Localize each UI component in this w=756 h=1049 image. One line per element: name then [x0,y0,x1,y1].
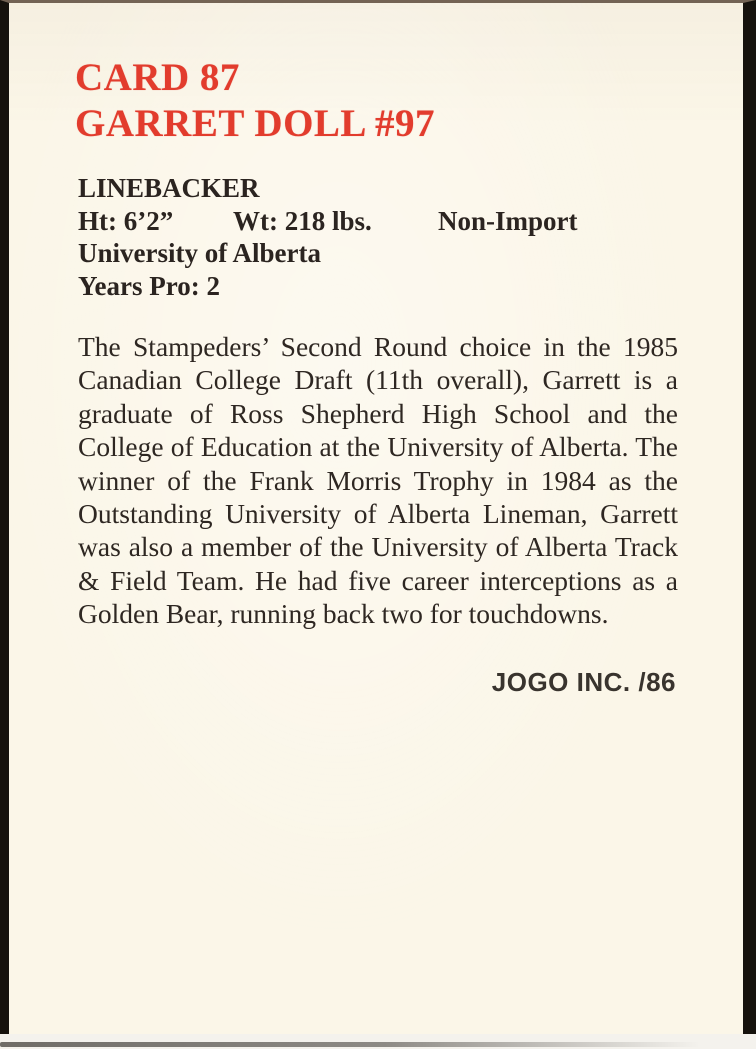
card-edge-shadow [0,1042,700,1047]
player-years-pro: Years Pro: 2 [78,270,220,301]
player-info-block [78,172,688,302]
card-number: CARD 87 [75,56,240,99]
player-weight: Wt: 218 lbs. [233,205,372,236]
player-import-status: Non-Import [438,205,578,236]
publisher-credit: JOGO INC. /86 [491,667,676,697]
player-school: University of Alberta [78,238,321,268]
player-stats-line [78,205,688,238]
card-title-block [75,55,435,147]
player-height: Ht: 6’2” [78,205,174,236]
player-biography: The Stampeders’ Second Round choice in the 1985 Canadian College Draft (11th overall), Garrett is a graduate of Ross Shepherd High School and the College of Education at the University of Alberta. The winner of the Frank Morris Trophy in 1984 as the Outstanding University of Alberta Lineman, Garrett was also a member of the University of Alberta Track & Field Team. He had five career interceptions as a Golden Bear, running back two for touchdowns. [78,331,678,630]
player-position: LINEBACKER [78,173,260,203]
player-name-number: GARRET DOLL #97 [75,102,436,145]
